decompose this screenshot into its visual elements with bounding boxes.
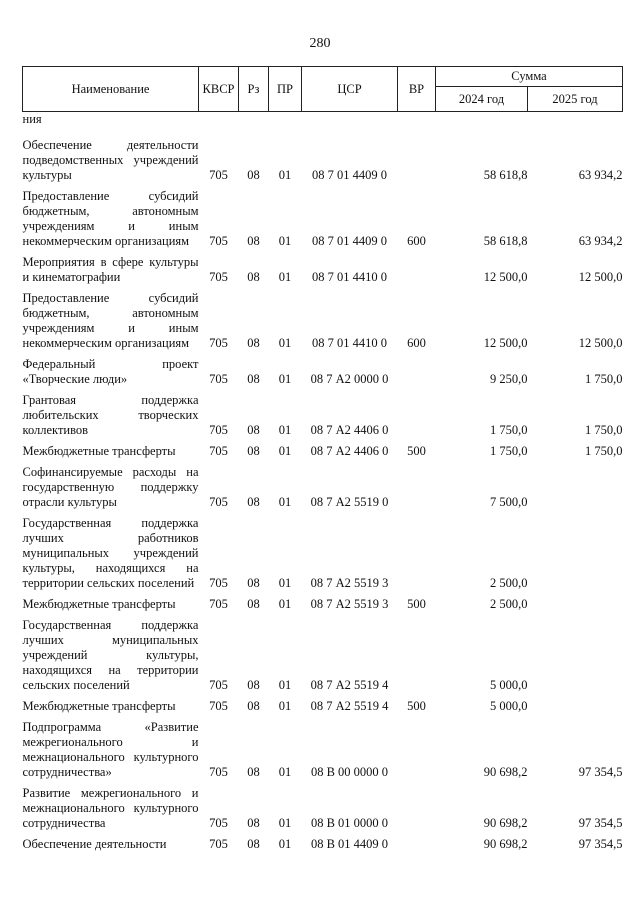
row-amount-2025 [528, 695, 623, 716]
row-vr [398, 614, 436, 695]
continuation-text: ния [22, 112, 42, 126]
row-amount-2025: 97 354,5 [578, 765, 623, 779]
table-row [23, 716, 623, 782]
row-pr: 01 [278, 234, 292, 248]
row-amount-2025: 1 750,0 [585, 423, 623, 437]
row-name: Межбюджетные трансферты [22, 699, 176, 713]
row-amount-2024: 7 500,0 [490, 495, 528, 509]
row-kvsr: 705 [209, 372, 228, 386]
table-row [23, 593, 623, 614]
row-amount-2025 [528, 593, 623, 614]
row-name: Межбюджетные трансферты [22, 444, 176, 458]
row-amount-2025: 1 750,0 [585, 372, 623, 386]
row-kvsr: 705 [209, 699, 228, 713]
row-csr: 08 В 00 0000 0 [310, 765, 389, 779]
row-csr: 08 7 А2 4406 0 [310, 423, 389, 437]
row-rz: 08 [247, 765, 260, 779]
table-row [23, 614, 623, 695]
row-csr: 08 7 01 4409 0 [312, 168, 387, 182]
row-vr: 500 [407, 444, 426, 458]
row-amount-2024: 12 500,0 [483, 270, 528, 284]
row-kvsr: 705 [209, 837, 228, 851]
row-kvsr: 705 [209, 765, 228, 779]
table-row [23, 440, 623, 461]
row-name: Государственная поддержка лучших муниципальных учреждений культуры, находящихся на территории сельских поселений [22, 618, 199, 692]
row-csr: 08 7 А2 5519 4 [310, 678, 389, 692]
row-kvsr: 705 [209, 270, 228, 284]
row-amount-2024: 58 618,8 [483, 168, 528, 182]
row-name: Обеспечение деятельности подведомственных учреждений культуры [22, 138, 199, 182]
table-row [23, 185, 623, 251]
header-rz: Рз [239, 67, 269, 112]
row-pr: 01 [278, 423, 292, 437]
row-csr: 08 7 А2 5519 4 [310, 699, 389, 713]
row-pr: 01 [278, 597, 292, 611]
row-csr: 08 7 01 4410 0 [312, 270, 387, 284]
row-pr: 01 [278, 699, 292, 713]
row-vr [398, 461, 436, 512]
row-kvsr: 705 [209, 495, 228, 509]
row-amount-2025: 97 354,5 [578, 816, 623, 830]
row-kvsr: 705 [209, 336, 228, 350]
row-rz: 08 [247, 372, 260, 386]
row-rz: 08 [247, 597, 260, 611]
row-name: Развитие межрегионального и межнационального культурного сотрудничества [22, 786, 199, 830]
row-kvsr: 705 [209, 678, 228, 692]
row-amount-2024: 1 750,0 [490, 423, 528, 437]
row-kvsr: 705 [209, 444, 228, 458]
row-amount-2025 [528, 512, 623, 593]
row-vr [398, 782, 436, 833]
row-amount-2025: 97 354,5 [578, 837, 623, 851]
row-name: Межбюджетные трансферты [22, 597, 176, 611]
row-name: Грантовая поддержка любительских творческих коллективов [22, 393, 199, 437]
row-vr: 600 [407, 234, 426, 248]
row-kvsr: 705 [209, 168, 228, 182]
page-number: 280 [309, 36, 331, 51]
row-pr: 01 [278, 444, 292, 458]
row-amount-2024: 1 750,0 [490, 444, 528, 458]
header-kvsr: КВСР [199, 67, 239, 112]
row-name: Софинансируемые расходы на государственную поддержку отрасли культуры [22, 465, 199, 509]
row-rz: 08 [247, 168, 260, 182]
row-csr: 08 7 А2 5519 0 [310, 495, 389, 509]
row-amount-2024: 2 500,0 [490, 597, 528, 611]
row-amount-2024: 58 618,8 [483, 234, 528, 248]
row-pr: 01 [278, 168, 292, 182]
row-vr [398, 389, 436, 440]
row-pr: 01 [278, 270, 292, 284]
row-rz: 08 [247, 270, 260, 284]
row-rz: 08 [247, 678, 260, 692]
row-kvsr: 705 [209, 234, 228, 248]
row-pr: 01 [278, 816, 292, 830]
row-amount-2025: 63 934,2 [578, 234, 623, 248]
row-rz: 08 [247, 699, 260, 713]
row-amount-2025 [528, 461, 623, 512]
row-rz: 08 [247, 576, 260, 590]
row-vr [398, 353, 436, 389]
row-pr: 01 [278, 372, 292, 386]
row-amount-2024: 90 698,2 [483, 837, 528, 851]
row-amount-2024: 5 000,0 [490, 678, 528, 692]
table-row [23, 695, 623, 716]
budget-table [22, 66, 623, 854]
header-pr: ПР [269, 67, 302, 112]
row-amount-2025: 1 750,0 [585, 444, 623, 458]
row-vr: 500 [407, 597, 426, 611]
row-name: Обеспечение деятельности [22, 837, 167, 851]
row-csr: 08 В 01 4409 0 [310, 837, 389, 851]
row-name: Мероприятия в сфере культуры и кинематографии [22, 255, 199, 284]
table-header [23, 67, 623, 112]
row-rz: 08 [247, 837, 260, 851]
row-csr: 08 7 01 4410 0 [312, 336, 387, 350]
table-row [23, 512, 623, 593]
row-vr [398, 833, 436, 854]
header-year-2024: 2024 год [436, 87, 528, 112]
row-vr [398, 251, 436, 287]
header-sum: Сумма [436, 67, 623, 87]
row-name: Предоставление субсидий бюджетным, автономным учреждениям и иным некоммерческим организациям [22, 291, 199, 350]
table-row [23, 353, 623, 389]
row-rz: 08 [247, 816, 260, 830]
row-pr: 01 [278, 678, 292, 692]
row-amount-2025 [528, 614, 623, 695]
table-row [23, 389, 623, 440]
row-csr: 08 7 А2 0000 0 [310, 372, 389, 386]
row-csr: 08 7 А2 5519 3 [310, 576, 389, 590]
table-row [23, 287, 623, 353]
table-row [23, 134, 623, 185]
row-csr: 08 В 01 0000 0 [310, 816, 389, 830]
table-body [23, 112, 623, 855]
row-name: Федеральный проект «Творческие люди» [22, 357, 199, 386]
row-pr: 01 [278, 495, 292, 509]
row-vr: 500 [407, 699, 426, 713]
row-pr: 01 [278, 576, 292, 590]
row-pr: 01 [278, 837, 292, 851]
row-kvsr: 705 [209, 816, 228, 830]
table-row [23, 461, 623, 512]
row-rz: 08 [247, 336, 260, 350]
row-amount-2024: 2 500,0 [490, 576, 528, 590]
row-vr [398, 716, 436, 782]
row-csr: 08 7 А2 5519 3 [310, 597, 389, 611]
table-row [23, 251, 623, 287]
header-csr: ЦСР [302, 67, 398, 112]
row-vr: 600 [407, 336, 426, 350]
row-vr [398, 134, 436, 185]
header-vr: ВР [398, 67, 436, 112]
row-amount-2025: 12 500,0 [578, 270, 623, 284]
row-pr: 01 [278, 765, 292, 779]
row-vr [398, 512, 436, 593]
row-name: Подпрограмма «Развитие межрегионального и межнационального культурного сотрудничества» [22, 720, 199, 779]
table-row [23, 782, 623, 833]
row-amount-2024: 9 250,0 [490, 372, 528, 386]
row-amount-2024: 5 000,0 [490, 699, 528, 713]
row-amount-2024: 90 698,2 [483, 816, 528, 830]
row-name: Предоставление субсидий бюджетным, автономным учреждениям и иным некоммерческим организациям [22, 189, 199, 248]
row-amount-2024: 90 698,2 [483, 765, 528, 779]
header-name: Наименование [23, 67, 199, 112]
row-amount-2025: 12 500,0 [578, 336, 623, 350]
row-rz: 08 [247, 444, 260, 458]
row-amount-2025: 63 934,2 [578, 168, 623, 182]
table-row [23, 833, 623, 854]
row-rz: 08 [247, 423, 260, 437]
header-year-2025: 2025 год [528, 87, 623, 112]
row-csr: 08 7 А2 4406 0 [310, 444, 389, 458]
row-kvsr: 705 [209, 576, 228, 590]
row-kvsr: 705 [209, 597, 228, 611]
row-amount-2024: 12 500,0 [483, 336, 528, 350]
row-rz: 08 [247, 495, 260, 509]
row-csr: 08 7 01 4409 0 [312, 234, 387, 248]
row-rz: 08 [247, 234, 260, 248]
row-kvsr: 705 [209, 423, 228, 437]
row-pr: 01 [278, 336, 292, 350]
row-name: Государственная поддержка лучших работников муниципальных учреждений культуры, находящихся на территории сельских поселений [22, 516, 199, 590]
